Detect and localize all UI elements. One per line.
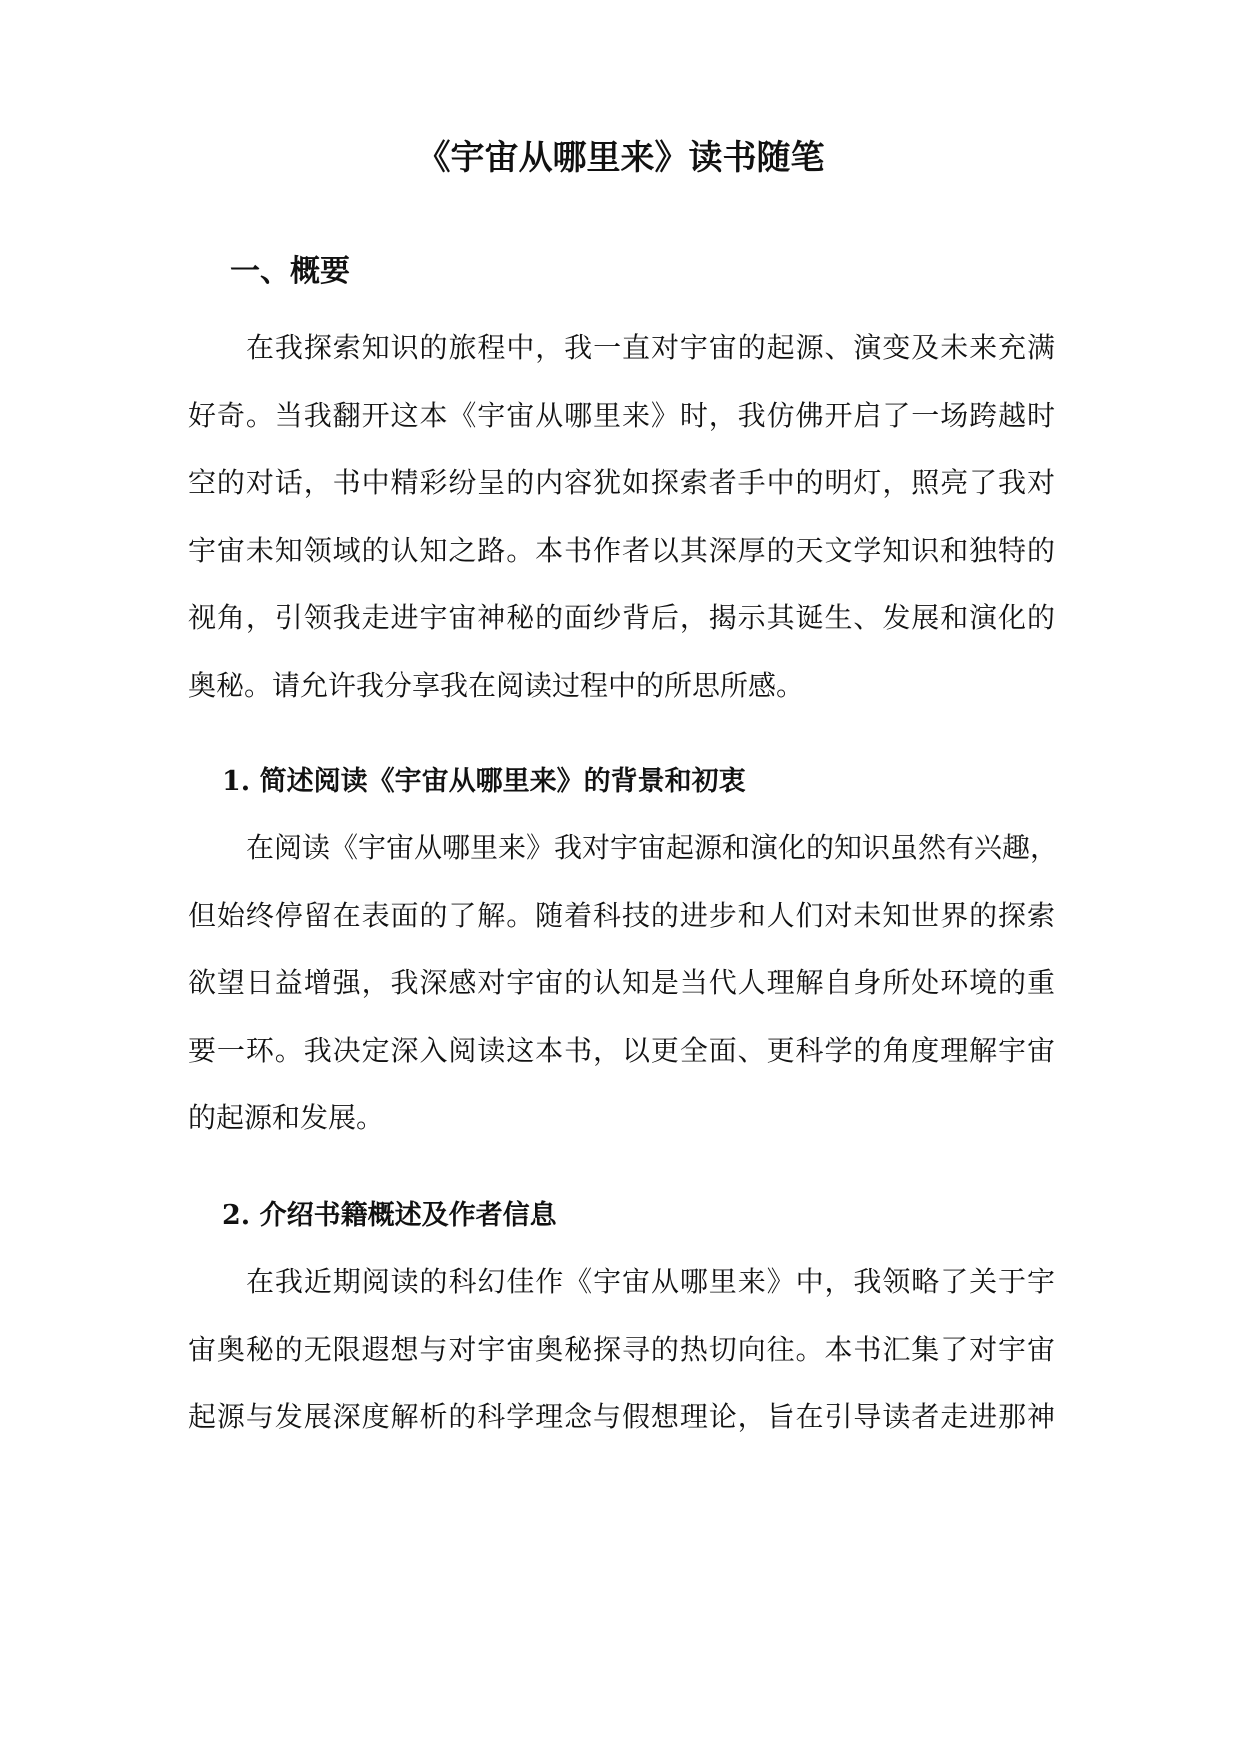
text-line: 空的对话，书中精彩纷呈的内容犹如探索者手中的明灯，照亮了我对	[188, 466, 1055, 499]
text-line: 视角，引领我走进宇宙神秘的面纱背后，揭示其诞生、发展和演化的	[188, 601, 1055, 634]
text-line: 在阅读《宇宙从哪里来》我对宇宙起源和演化的知识虽然有兴趣，	[246, 831, 1059, 864]
text-line: 的起源和发展。	[188, 1101, 385, 1134]
text-line: 欲望日益增强，我深感对宇宙的认知是当代人理解自身所处环境的重	[188, 966, 1055, 999]
text-line: 在我探索知识的旅程中，我一直对宇宙的起源、演变及未来充满	[246, 331, 1055, 364]
section-heading-overview: 一、概要	[230, 254, 350, 289]
text-line: 要一环。我决定深入阅读这本书，以更全面、更科学的角度理解宇宙	[188, 1033, 1055, 1067]
document-title: 《宇宙从哪里来》读书随笔	[416, 138, 825, 178]
subsection-heading-background: 1. 简述阅读《宇宙从哪里来》的背景和初衷	[222, 766, 746, 797]
text-line: 在我近期阅读的科幻佳作《宇宙从哪里来》中，我领略了关于宇	[246, 1265, 1055, 1298]
paragraph-book-info	[188, 1262, 1055, 1465]
text-line: 起源与发展深度解析的科学理念与假想理论，旨在引导读者走进那神	[188, 1400, 1055, 1433]
paragraph-background	[188, 828, 1059, 1166]
text-line: 宇宙未知领域的认知之路。本书作者以其深厚的天文学知识和独特的	[188, 533, 1055, 567]
text-line: 奥秘。请允许我分享我在阅读过程中的所思所感。	[188, 668, 805, 702]
paragraph-overview	[188, 328, 1055, 733]
text-line: 好奇。当我翻开这本《宇宙从哪里来》时，我仿佛开启了一场跨越时	[188, 398, 1055, 432]
text-line: 但始终停留在表面的了解。随着科技的进步和人们对未知世界的探索	[188, 898, 1055, 932]
text-line: 宙奥秘的无限遐想与对宇宙奥秘探寻的热切向往。本书汇集了对宇宙	[188, 1332, 1055, 1366]
subsection-heading-book-info: 2. 介绍书籍概述及作者信息	[222, 1200, 557, 1231]
